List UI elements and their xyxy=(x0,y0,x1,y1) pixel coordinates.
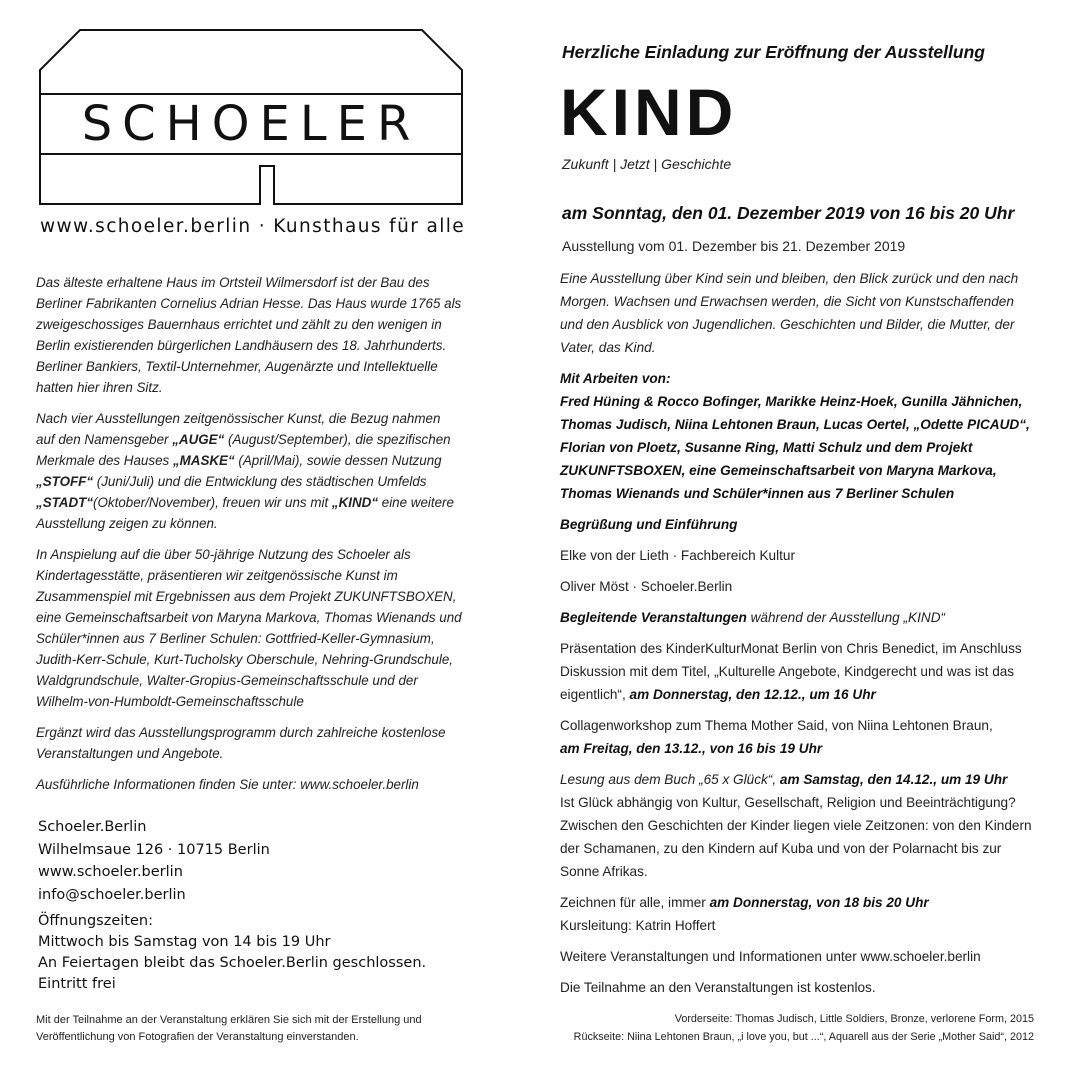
info-paragraph: Ausführliche Informationen finden Sie unter: www.schoeler.berlin xyxy=(36,777,419,792)
artists-heading: Mit Arbeiten von: xyxy=(560,371,671,386)
exhibition-subtitle: Zukunft | Jetzt | Geschichte xyxy=(562,156,732,172)
opening-date: am Sonntag, den 01. Dezember 2019 von 16 bis 20 Uhr xyxy=(562,203,1015,223)
intro-paragraph: Eine Ausstellung über Kind sein und bleiben, den Blick zurück und den nach Morgen. Wachsen und Erwachsen werden, die Sicht von Kunstschaffenden und den Ausblick von Jugendlichen. Geschichten und Bilder, die Mutter, der Vater, das Kind. xyxy=(560,271,1019,355)
email-link[interactable]: info@schoeler.berlin xyxy=(38,886,186,903)
image-credits xyxy=(574,1011,1034,1046)
exhibition-title: KIND xyxy=(560,75,738,149)
kita-paragraph: In Anspielung auf die über 50-jährige Nutzung des Schoeler als Kindertagesstätte, präsentieren wir zeitgenössische Kunst im Zusammenspiel mit Ergebnissen aus dem Projekt ZUKUNFTSBOXEN, eine Gemeinschaftsarbeit von Maryna Markova, Thomas Wienands und Schüler*innen aus 7 Berliner Schulen: Gottfried-Keller-Gymnasium, Judith-Kerr-Schule, Kurt-Tucholsky Oberschule, Nehring-Grundschule, Waldgrundschule, Walter-Gropius-Gemeinschaftsschule und der Wilhelm-von-Humboldt-Gemeinschaftsschule xyxy=(36,547,462,709)
artists-list: Fred Hüning & Rocco Bofinger, Marikke Heinz-Hoek, Gunilla Jähnichen, Thomas Judisch, Niina Lehtonen Braun, Lucas Oertel, „Odette PICAUD“, Florian von Ploetz, Susanne Ring, Matti Schulz und dem Projekt ZUKUNFTSBOXEN, eine Gemeinschaftsarbeit von Maryna Markova, Thomas Wienands und Schüler*innen aus 7 Berliner Schulen xyxy=(560,394,1030,501)
event-drawing: Zeichnen für alle, immer am Donnerstag, von 18 bis 20 Uhr Kursleitung: Katrin Hoffert xyxy=(560,895,929,933)
schoeler-logo xyxy=(38,28,464,206)
back-credit: Rückseite: Niina Lehtonen Braun, „i love you, but ...“, Aquarell aus der Serie „Mother Said“, 2012 xyxy=(573,1030,1034,1043)
opening-hours xyxy=(38,911,426,995)
program-paragraph: Ergänzt wird das Ausstellungsprogramm durch zahlreiche kostenlose Veranstaltungen und Angebote. xyxy=(36,725,446,761)
history-text xyxy=(36,272,462,805)
exhibition-date-range: Ausstellung vom 01. Dezember bis 21. Dezember 2019 xyxy=(562,238,906,254)
hours-heading: Öffnungszeiten: xyxy=(38,913,153,929)
speaker-1: Elke von der Lieth · Fachbereich Kultur xyxy=(560,548,795,563)
history-paragraph: Das älteste erhaltene Haus im Ortsteil Wilmersdorf ist der Bau des Berliner Fabrikanten Cornelius Adrian Hesse. Das Haus wurde 1765 als zweigeschossiges Bauernhaus errichtet und zählt zu den wenigen in Berlin existierenden bürgerlichen Landhäusern des 18. Jahrhunderts. Berliner Bankiers, Textil-Unternehmer, Augenärzte und Intellektuelle hatten hier ihren Sitz. xyxy=(36,275,462,395)
logo-tagline: www.schoeler.berlin · Kunsthaus für alle xyxy=(40,216,466,237)
events-heading: Begleitende Veranstaltungen während der Ausstellung „KIND“ xyxy=(560,610,946,625)
logo-wordmark: SCHOELER xyxy=(81,96,421,152)
venue-name: Schoeler.Berlin xyxy=(38,819,147,835)
front-credit: Vorderseite: Thomas Judisch, Little Soldiers, Bronze, verlorene Form, 2015 xyxy=(674,1013,1034,1025)
welcome-heading: Begrüßung und Einführung xyxy=(560,517,738,532)
hours-holidays: An Feiertagen bleibt das Schoeler.Berlin geschlossen. xyxy=(38,955,427,971)
more-info-line: Weitere Veranstaltungen und Informationen unter www.schoeler.berlin xyxy=(560,949,981,964)
free-entry-line: Die Teilnahme an den Veranstaltungen ist kostenlos. xyxy=(560,980,876,995)
invitation-line: Herzliche Einladung zur Eröffnung der Ausstellung xyxy=(562,42,985,62)
hours-entry: Eintritt frei xyxy=(38,976,116,992)
photo-consent-note: Mit der Teilnahme an der Veranstaltung erklären Sie sich mit der Erstellung und Veröffentlichung von Fotografien der Veranstaltung einverstanden. xyxy=(36,1014,422,1043)
address-block xyxy=(38,816,270,906)
exhibition-details xyxy=(560,267,1038,1007)
event-collage-workshop: Collagenworkshop zum Thema Mother Said, von Niina Lehtonen Braun, am Freitag, den 13.12., von 16 bis 19 Uhr xyxy=(560,718,993,756)
event-reading: Lesung aus dem Buch „65 x Glück“, am Samstag, den 14.12., um 19 Uhr Ist Glück abhängig von Kultur, Gesellschaft, Religion und Beeinträchtigung? Zwischen den Geschichten der Kinder liegen viele Zeitzonen: von den Kindern der Schamanen, zu den Kindern auf Kuba und von der Polarnacht bis zur Sonne Afrikas. xyxy=(560,772,1032,879)
exhibitions-paragraph: Nach vier Ausstellungen zeitgenössischer Kunst, die Bezug nahmen auf den Namensgeber „AUGE“ (August/September), die spezifischen Merkmale des Hauses „MASKE“ (April/Mai), sowie dessen Nutzung „STOFF“ (Juni/Juli) und die Entwicklung des städtischen Umfelds „STADT“(Oktober/November), freuen wir uns mit „KIND“ eine weitere Ausstellung zeigen zu können. xyxy=(36,411,454,531)
speaker-2: Oliver Möst · Schoeler.Berlin xyxy=(560,579,733,594)
event-kinderkulturmonat: Präsentation des KinderKulturMonat Berlin von Chris Benedict, im Anschluss Diskussion mit dem Titel, „Kulturelle Angebote, Kindgerecht und was ist das eigentlich“, am Donnerstag, den 12.12., um 16 Uhr xyxy=(560,641,1022,702)
website-link[interactable]: www.schoeler.berlin xyxy=(38,864,183,880)
hours-days: Mittwoch bis Samstag von 14 bis 19 Uhr xyxy=(38,934,331,950)
street-address: Wilhelmsaue 126 · 10715 Berlin xyxy=(38,841,270,858)
